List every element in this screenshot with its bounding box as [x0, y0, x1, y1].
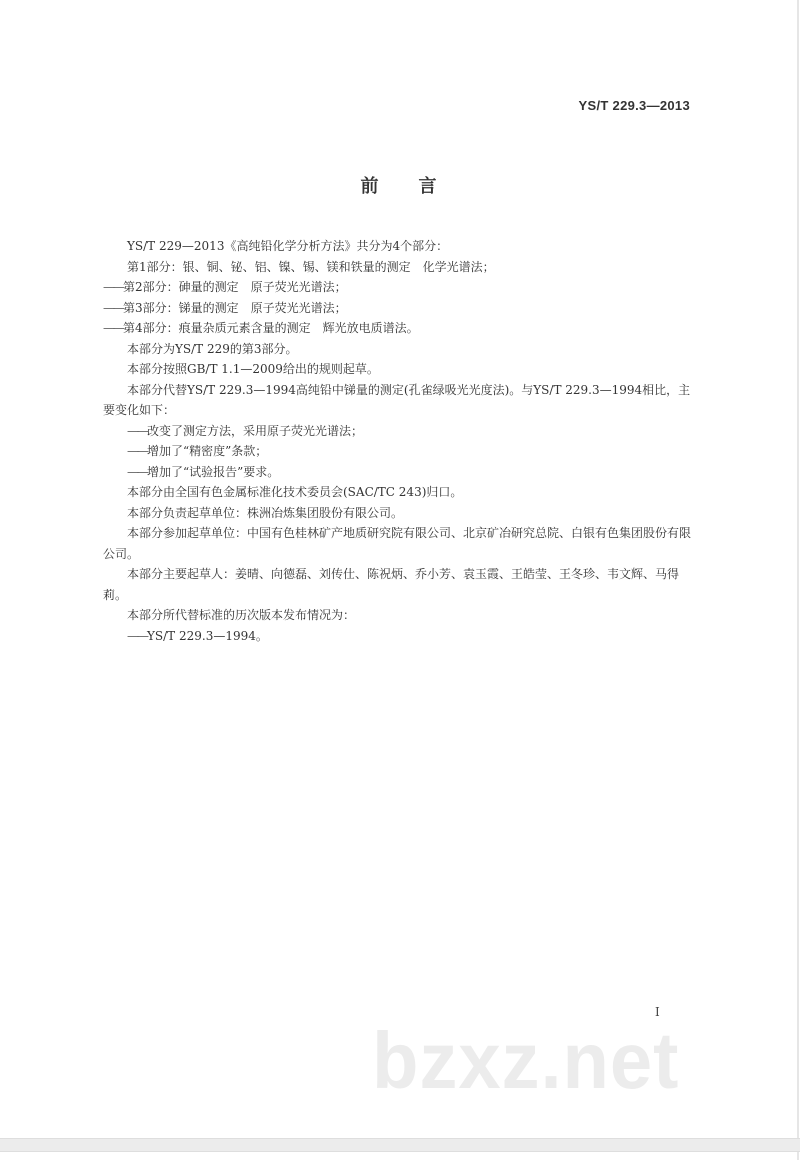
dash-bullet	[127, 465, 147, 479]
paragraph-version-history: 本部分所代替标准的历次版本发布情况为：	[127, 608, 356, 622]
change-item-report: 增加了“试验报告”要求。	[147, 464, 280, 479]
list-item-part-4: 第4部分：痕量杂质元素含量的测定 辉光放电质谱法。	[123, 321, 419, 335]
change-item-method: 改变了测定方法，采用原子荧光光谱法；	[147, 423, 364, 438]
page-number: I	[655, 1005, 660, 1019]
list-item-part-2: 第2部分：砷量的测定 原子荧光光谱法；	[123, 280, 347, 294]
intro-paragraph: YS/T 229—2013《高纯铅化学分析方法》共分为4个部分：	[127, 239, 449, 253]
dash-bullet	[127, 424, 147, 438]
dash-bullet	[103, 280, 123, 294]
paragraph-drafting-rules: 本部分按照GB/T 1.1—2009给出的规则起草。	[127, 362, 379, 376]
list-item-part-3: 第3部分：锑量的测定 原子荧光光谱法；	[123, 300, 347, 315]
watermark: bzxz.net	[372, 1016, 680, 1105]
paragraph-part-statement: 本部分为YS/T 229的第3部分。	[127, 341, 298, 356]
version-item: YS/T 229.3—1994。	[147, 628, 268, 643]
dash-bullet	[103, 321, 123, 335]
next-page-edge	[0, 1152, 799, 1160]
paragraph-participating-drafters: 本部分参加起草单位：中国有色桂林矿产地质研究院有限公司、北京矿冶研究总院、白银有色集团股份有限公司。	[103, 526, 692, 561]
list-item-part-1: 第1部分：银、铜、铋、铝、镍、锡、镁和铁量的测定 化学光谱法；	[127, 259, 495, 274]
dash-bullet	[127, 444, 147, 458]
change-item-precision: 增加了“精密度”条款；	[147, 444, 268, 458]
dash-bullet	[127, 629, 147, 643]
paragraph-main-drafters: 本部分主要起草人：姜晴、向德磊、刘传仕、陈祝炳、乔小芳、袁玉霞、王皓莹、王冬珍、韦文辉、马得莉。	[103, 567, 680, 602]
page-title: 前言	[360, 176, 477, 197]
paragraph-proposed-by: 本部分由全国有色金属标准化技术委员会(SAC/TC 243)归口。	[127, 485, 463, 499]
page-separator	[0, 1138, 800, 1152]
paragraph-replaces: 本部分代替YS/T 229.3—1994高纯铅中锑量的测定(孔雀绿吸光光度法)。与YS/T 229.3—1994相比，主要变化如下：	[103, 382, 691, 417]
paragraph-responsible-drafter: 本部分负责起草单位：株洲冶炼集团股份有限公司。	[127, 505, 404, 520]
standard-code: YS/T 229.3—2013	[578, 98, 690, 113]
foreword-body	[103, 236, 693, 646]
dash-bullet	[103, 301, 123, 315]
